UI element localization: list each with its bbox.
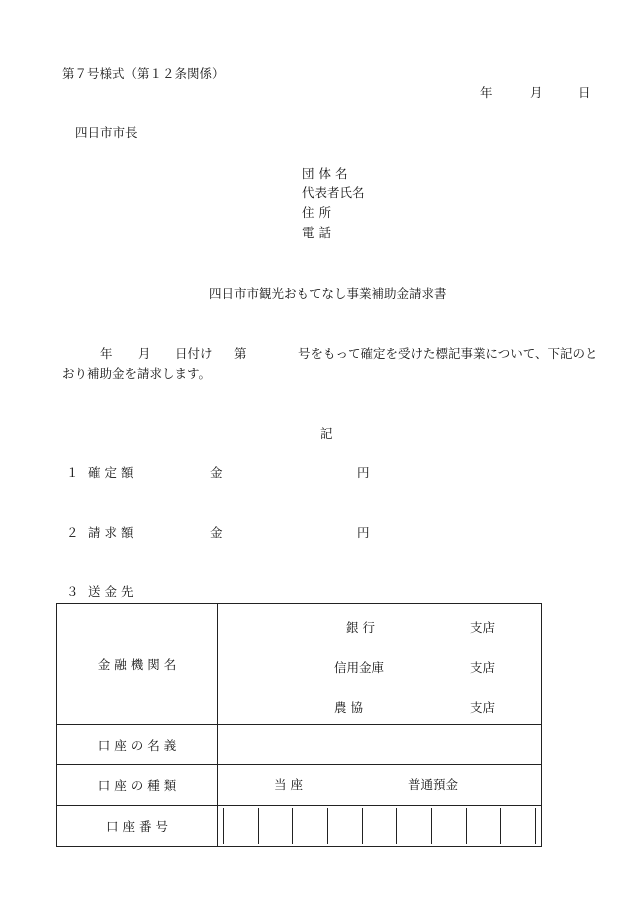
institution-label: 金 融 機 関 名 bbox=[97, 657, 177, 672]
shinkin-line bbox=[218, 644, 541, 684]
remittance-table bbox=[56, 603, 542, 847]
date-day-label: 日 bbox=[578, 85, 591, 100]
account-number-label-cell bbox=[57, 806, 218, 847]
body-text-line1: 号をもって確定を受けた標記事業について、下記のと bbox=[298, 346, 598, 361]
body-month: 月 bbox=[138, 346, 151, 361]
digit-box[interactable] bbox=[224, 808, 259, 844]
digit-box[interactable] bbox=[501, 808, 536, 844]
account-number-field bbox=[218, 806, 542, 847]
item-2-number: ２ bbox=[66, 525, 79, 540]
account-number-row bbox=[57, 806, 542, 847]
nokyo-line bbox=[218, 684, 541, 724]
remit-label: 送 金 先 bbox=[88, 584, 134, 599]
item-1-kin: 金 bbox=[210, 465, 223, 480]
account-number-digits bbox=[223, 808, 536, 844]
shinkin-type: 信用金庫 bbox=[334, 660, 385, 675]
account-number-label: 口 座 番 号 bbox=[106, 819, 168, 834]
body-year: 年 bbox=[100, 346, 113, 361]
item-2-label: 請 求 額 bbox=[88, 525, 134, 540]
account-name-label-cell bbox=[57, 725, 218, 765]
item-1-number: １ bbox=[66, 465, 79, 480]
addressee: 四日市市長 bbox=[75, 125, 138, 140]
address-label bbox=[302, 207, 362, 220]
bank-line bbox=[218, 604, 541, 644]
body-no-prefix: 第 bbox=[234, 346, 247, 361]
date-year-label: 年 bbox=[480, 85, 493, 100]
digit-box[interactable] bbox=[328, 808, 363, 844]
account-type-label: 口 座 の 種 類 bbox=[97, 778, 177, 793]
digit-box[interactable] bbox=[397, 808, 432, 844]
account-type-field[interactable] bbox=[218, 765, 542, 806]
institution-row bbox=[57, 604, 542, 725]
ki-heading: 記 bbox=[320, 426, 333, 441]
document-title: 四日市市観光おもてなし事業補助金請求書 bbox=[209, 286, 447, 301]
digit-box[interactable] bbox=[363, 808, 398, 844]
account-type-ordinary[interactable]: 普通預金 bbox=[408, 777, 459, 792]
nokyo-type: 農 協 bbox=[334, 700, 363, 715]
account-type-label-cell bbox=[57, 765, 218, 806]
bank-type: 銀 行 bbox=[346, 620, 375, 635]
institution-label-cell bbox=[57, 604, 218, 725]
item-1-label: 確 定 額 bbox=[88, 465, 134, 480]
digit-box[interactable] bbox=[259, 808, 294, 844]
body-dated: 日付け bbox=[175, 346, 213, 361]
account-type-options bbox=[218, 765, 541, 805]
body-text-line2: おり補助金を請求します。 bbox=[62, 366, 212, 381]
form-number: 第７号様式（第１２条関係） bbox=[62, 66, 225, 81]
bank-branch: 支店 bbox=[470, 620, 496, 635]
shinkin-branch: 支店 bbox=[470, 660, 496, 675]
account-name-field[interactable] bbox=[218, 725, 542, 765]
account-type-row bbox=[57, 765, 542, 806]
digit-box[interactable] bbox=[467, 808, 502, 844]
nokyo-branch: 支店 bbox=[470, 700, 496, 715]
remit-number: ３ bbox=[66, 584, 79, 599]
address-label-text: 住 所 bbox=[302, 205, 331, 220]
digit-box[interactable] bbox=[432, 808, 467, 844]
account-type-current[interactable]: 当 座 bbox=[274, 777, 303, 792]
institution-value-cell[interactable] bbox=[218, 604, 542, 725]
phone-label: 電 話 bbox=[302, 225, 331, 240]
group-name-label: 団 体 名 bbox=[302, 166, 348, 181]
item-2-yen: 円 bbox=[357, 525, 370, 540]
item-1-yen: 円 bbox=[357, 465, 370, 480]
representative-label: 代表者氏名 bbox=[302, 185, 365, 200]
digit-box[interactable] bbox=[293, 808, 328, 844]
date-month-label: 月 bbox=[530, 85, 543, 100]
account-name-row bbox=[57, 725, 542, 765]
account-name-label: 口 座 の 名 義 bbox=[97, 737, 177, 753]
item-2-kin: 金 bbox=[210, 525, 223, 540]
